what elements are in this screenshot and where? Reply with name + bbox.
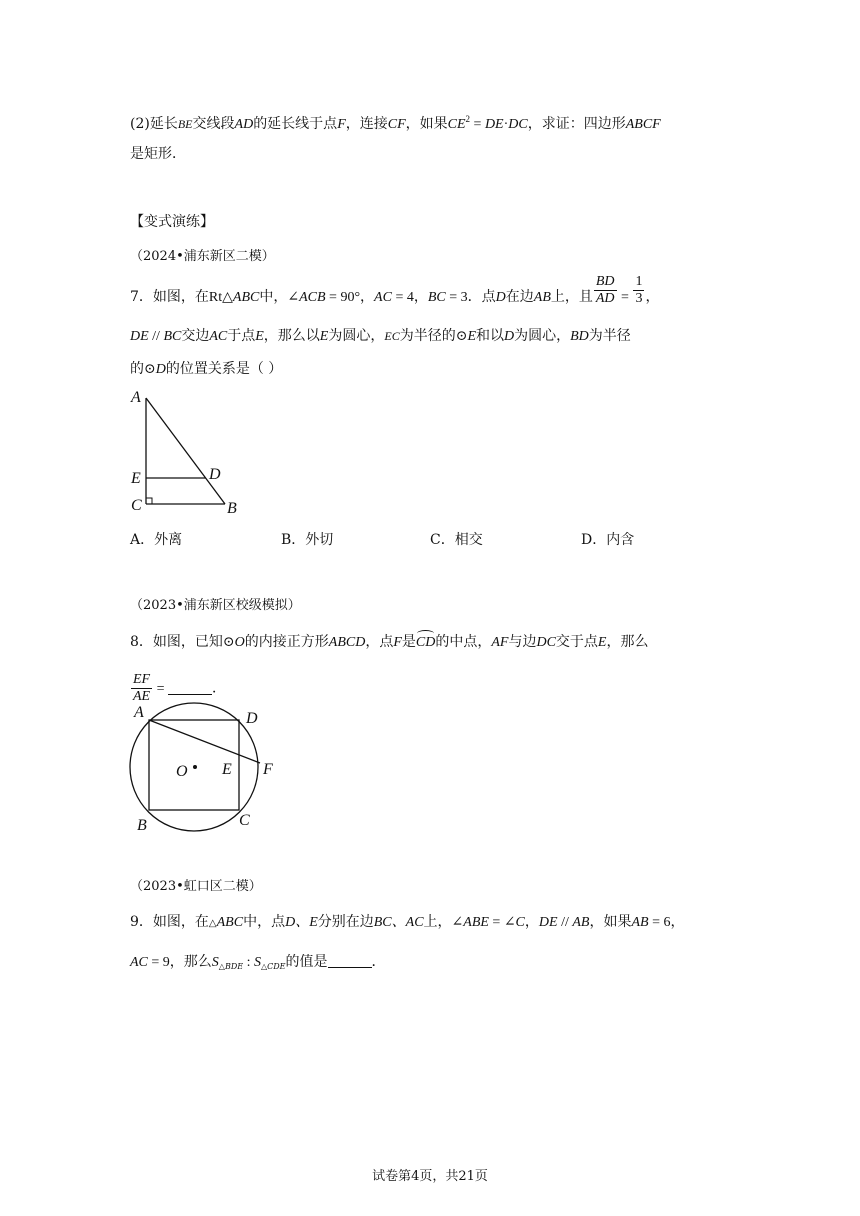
label-o: O [176,763,188,780]
q7-triangle-figure [125,385,255,520]
q7-line2: DE // BC交边AC于点E，那么以E为圆心，EC为半径的⊙E和以D为圆心，BD为半径 [130,328,631,344]
q8-line1: 8．如图，已知⊙O的内接正方形ABCD，点F是CD的中点，AF与边DC交于点E，那么 [130,632,648,653]
q7-source: （2024•浦东新区二模） [130,249,275,264]
q7-option-b: B．外切 [281,532,334,548]
q9-line2: AC = 9，那么$S_{\triangle BDE}$ : $S_{\triangle CDE}$的值是 ． [130,954,386,971]
label-e: E [131,470,141,487]
arc-cd-symbol: CD [416,633,435,653]
label-a: A [131,389,141,406]
label-f: F [263,761,273,778]
label-b: B [227,500,237,517]
q7-option-c: C．相交 [430,532,483,548]
q7-fraction-one-third: $\frac{1}{3}$ [635,273,643,306]
q8-circle-figure [125,698,285,838]
q6-line2: 是矩形． [130,146,186,162]
q7-option-a: A．外离 [130,532,183,548]
q6-line1: (2)延长BE交线段AD的延长线于点F，连接CF，如果$CE^2 = DE\cdot DC$，求证：四边形ABCF [130,114,661,132]
label-a: A [134,704,144,721]
q7-line1: 7．如图，在Rt△ABC中，∠ACB = 90°，AC = 4，BC = 3．点D在边AB上，且 $\frac{BD}{AD}$ = $\frac{1}{3}$ ， [130,273,660,306]
q9-line1: 9．如图，在△ABC中，点D、E分别在边BC、AC上，∠ABE = ∠C，DE // AB，如果AB = 6， [130,914,685,930]
label-d: D [246,710,258,727]
q9-answer-blank [328,953,372,968]
q8-source: （2023•浦东新区校级模拟） [130,598,301,613]
label-c: C [131,497,142,514]
right-angle-mark [146,498,152,504]
segment-ab [146,398,225,504]
page-footer: 试卷第4页，共21页 [372,1169,488,1184]
q8-answer-blank [168,680,212,695]
label-d: D [209,466,221,483]
q8-line2: $\frac{EF}{AE}$ = ． [133,672,227,704]
q7-fraction-bd-ad: $\frac{BD}{AD}$ [595,273,615,306]
q7-line3: 的⊙D的位置关系是（ ） [130,361,283,377]
q7-option-d: D．内含 [581,532,635,548]
q9-source: （2023•虹口区二模） [130,879,262,894]
section-title: 【变式演练】 [130,214,214,230]
label-e: E [222,761,232,778]
q8-fraction-ef-ae: $\frac{EF}{AE}$ [133,672,151,704]
label-b: B [137,817,147,834]
center-point-o [193,765,197,769]
label-c: C [239,812,250,829]
